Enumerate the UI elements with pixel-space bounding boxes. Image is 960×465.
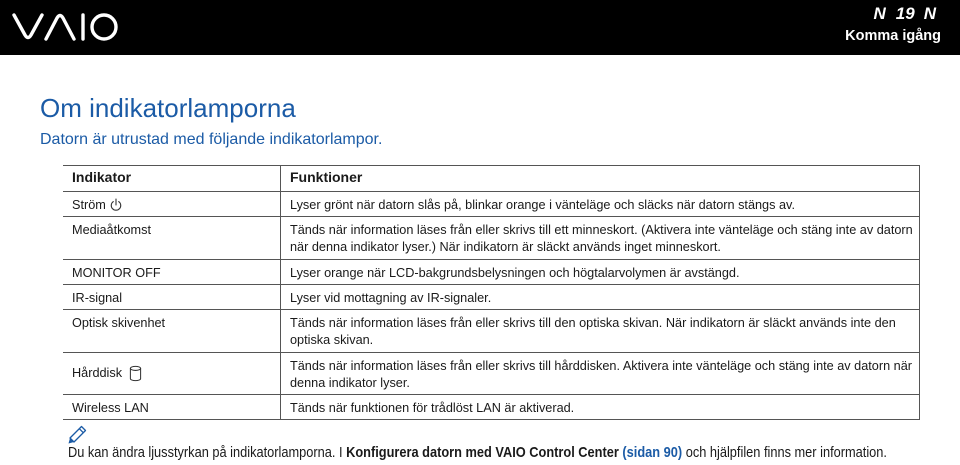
vaio-logo [12,12,120,42]
function-cell: Tänds när information läses från eller skrivs till hårddisken. Aktivera inte vänteläge och stäng inte av datorn när denna indikator lyser. [280,353,920,395]
note-text-after: och hjälpfilen finns mer information. [682,444,887,461]
indicator-cell [63,395,280,420]
section-title: Komma igång [845,28,941,44]
vaio-logo-letter-v [14,15,42,38]
note-text-before: Du kan ändra ljusstyrkan på indikatorlamporna. I [68,444,347,461]
header-bar [0,0,960,55]
power-icon [110,198,122,211]
indicator-label: Ström [72,198,106,212]
indicator-label: Wireless LAN [72,401,149,415]
intro-text: Datorn är utrustad med följande indikatorlampor. [40,131,383,148]
function-cell: Tänds när funktionen för trådlöst LAN är aktiverad. [280,395,920,420]
hard-disk-icon [129,365,142,382]
indicator-label: IR-signal [72,291,123,305]
indicator-cell [63,310,280,353]
note-pencil-icon-band [79,429,83,433]
page-number: 19 [895,4,915,23]
vaio-logo-letter-a [46,16,74,40]
note-page-link[interactable]: (sidan 90) [622,444,683,461]
table-header-indicator: Indikator [63,165,280,192]
table-header-functions: Funktioner [280,165,920,192]
note [68,443,952,463]
function-cell: Lyser grönt när datorn slås på, blinkar orange i vänteläge och släcks när datorn stängs av. [280,192,920,217]
indicator-label: Hårddisk [72,366,123,381]
page-title: Om indikatorlamporna [40,93,296,123]
next-page-button[interactable]: N [923,4,936,23]
function-cell: Lyser orange när LCD-bakgrundsbelysningen och högtalarvolymen är avstängd. [280,260,920,285]
note-control-center-label: Konfigurera datorn med VAIO Control Center [346,444,619,461]
indicator-cell [63,217,280,260]
function-cell: Lyser vid mottagning av IR-signaler. [280,285,920,310]
indicator-cell [63,285,280,310]
indicator-cell [63,192,280,217]
indicator-table [63,165,920,420]
indicator-label: Mediaåtkomst [72,223,151,237]
note-pencil-icon-body [70,427,86,443]
note-text [68,443,887,463]
prev-page-button[interactable]: N [873,4,886,23]
hard-disk-icon-top [130,366,140,370]
indicator-cell [63,260,280,285]
indicator-label: MONITOR OFF [72,266,161,280]
indicator-cell [63,353,280,395]
page-navigation [874,4,936,24]
function-cell: Tänds när information läses från eller skrivs till ett minneskort. (Aktivera inte vänteläge och stäng inte av datorn när denna indikator lyser.) När indikatorn är släckt används inget minneskort. [280,217,920,260]
note-pencil-icon [67,425,87,445]
function-cell: Tänds när information läses från eller skrivs till den optiska skivan. När indikatorn är släckt används inte den optiska skivan. [280,310,920,353]
vaio-logo-letter-o [92,15,116,39]
indicator-label: Optisk skivenhet [72,316,166,330]
